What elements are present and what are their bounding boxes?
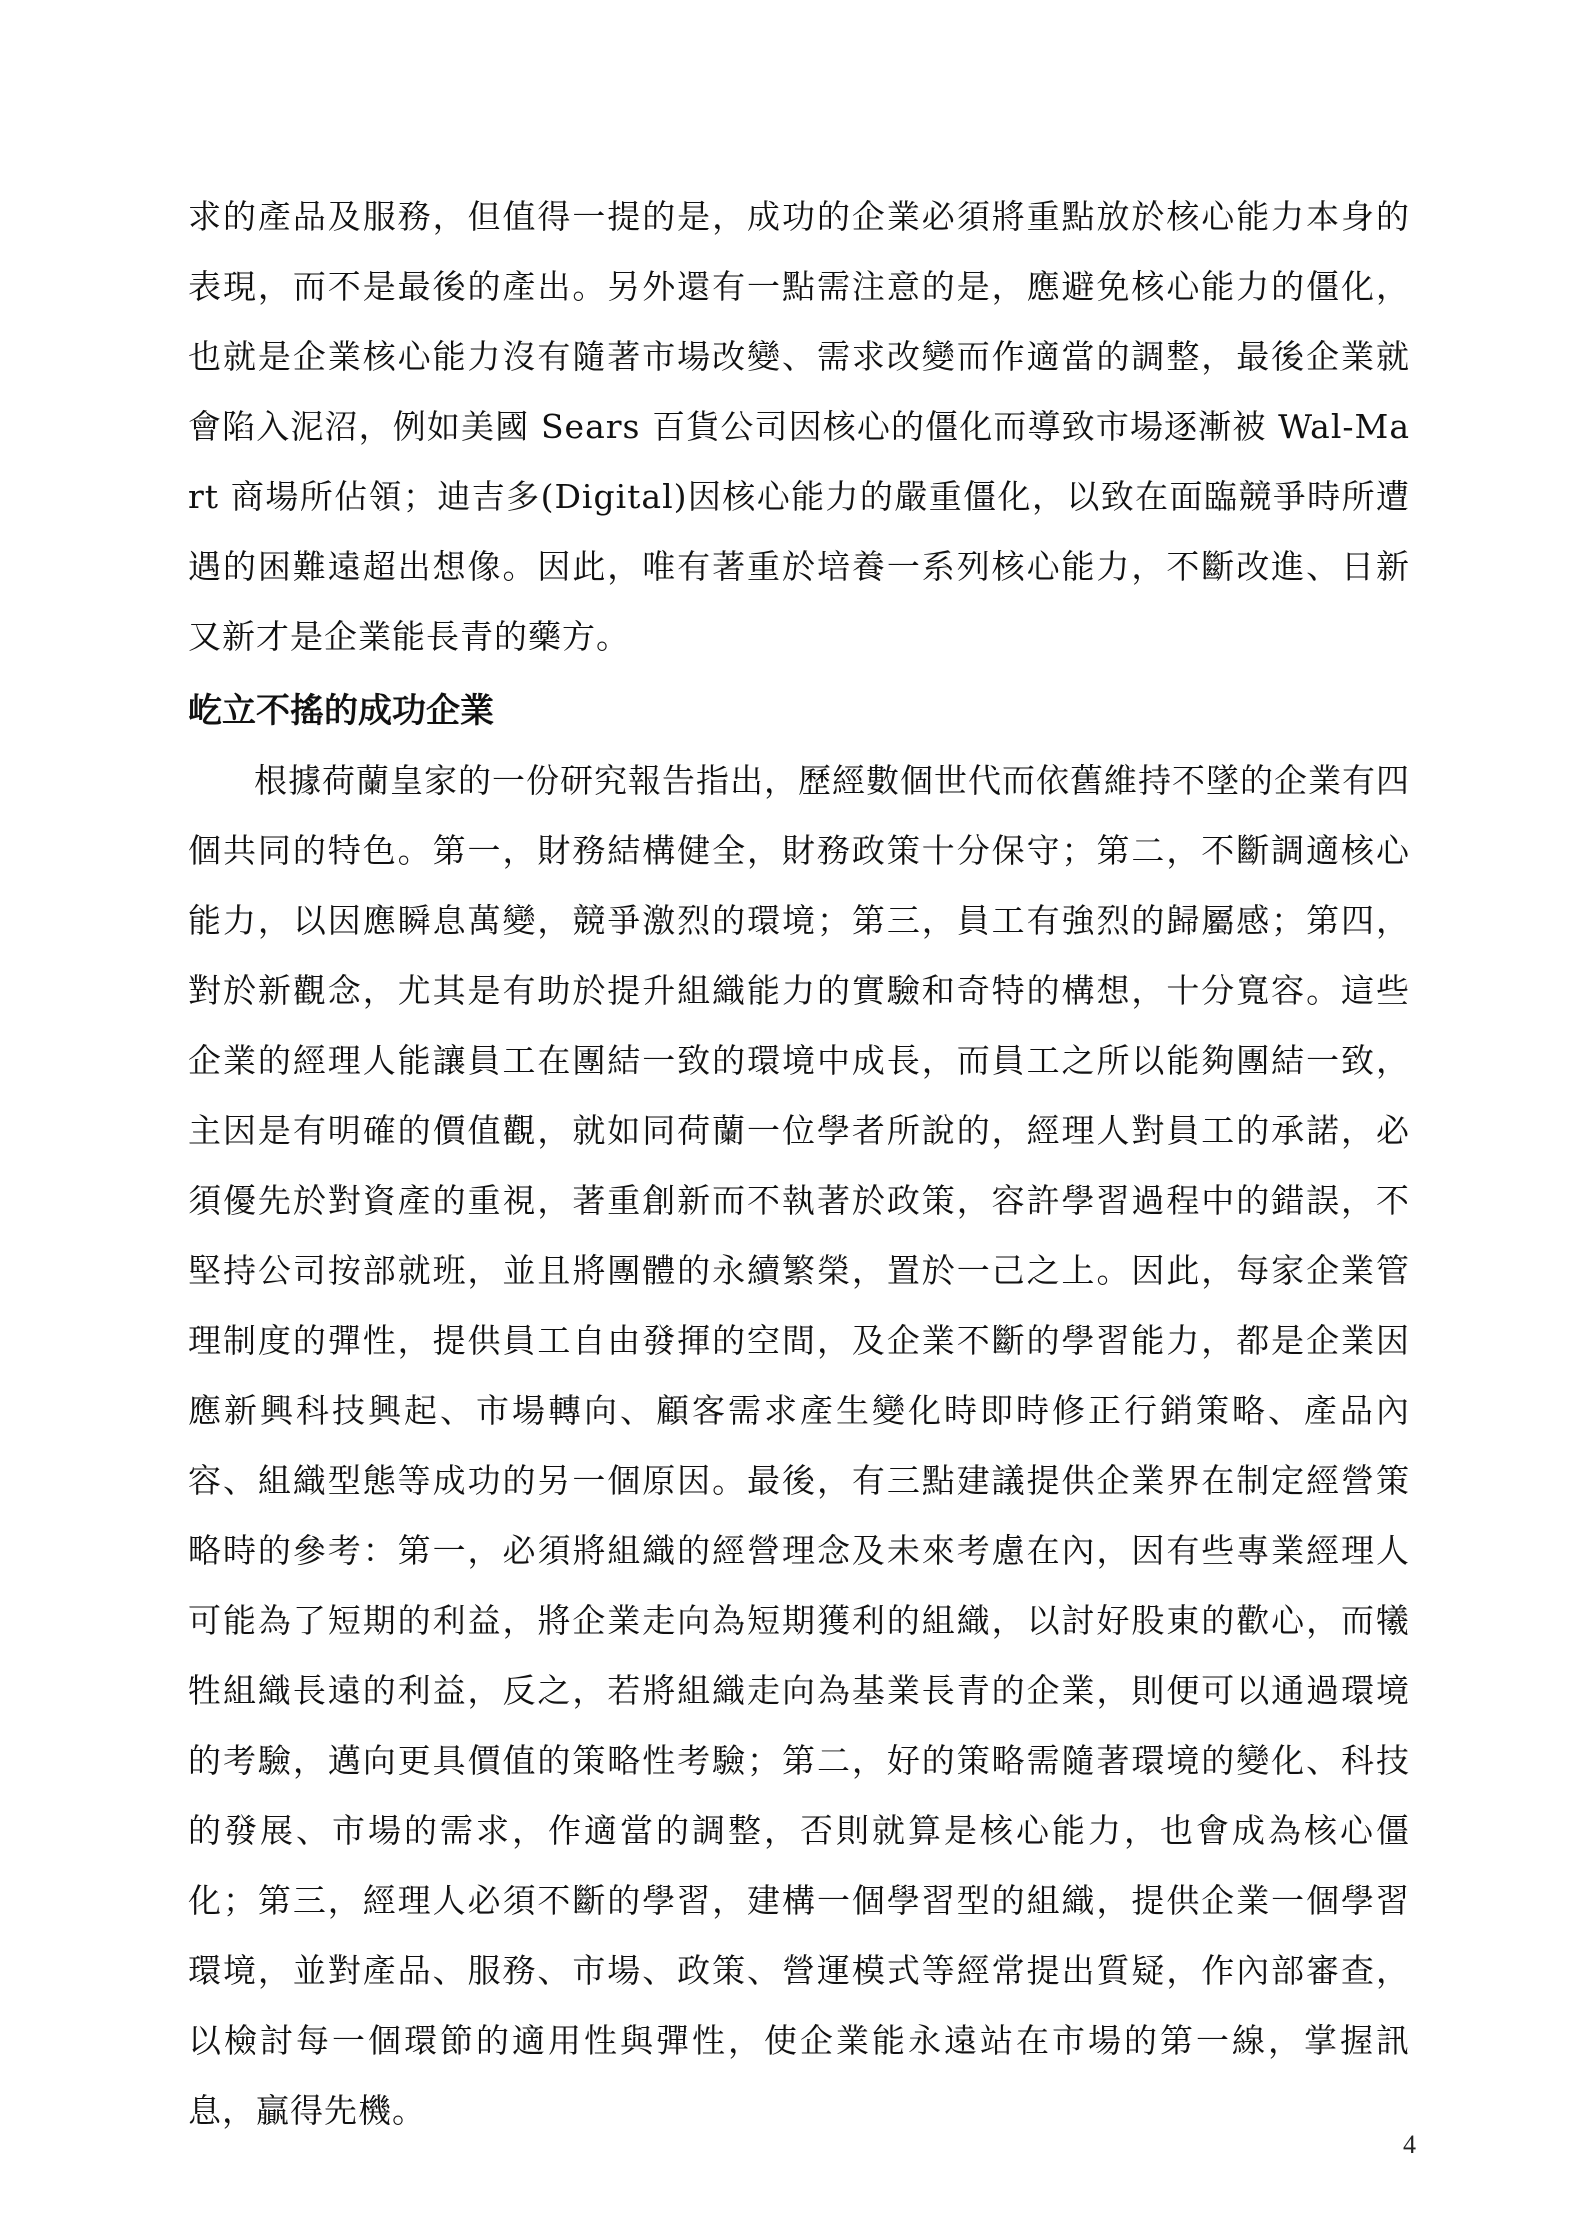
- paragraph-successful-enterprises: 根據荷蘭皇家的一份研究報告指出，歷經數個世代而依舊維持不墜的企業有四個共同的特色。第一，財務結構健全，財務政策十分保守；第二，不斷調適核心能力，以因應瞬息萬變，競爭激烈的環境；第三，員工有強烈的歸屬感；第四，對於新觀念，尤其是有助於提升組織能力的實驗和奇特的構想，十分寬容。這些企業的經理人能讓員工在團結一致的環境中成長，而員工之所以能夠團結一致，主因是有明確的價值觀，就如同荷蘭一位學者所說的，經理人對員工的承諾，必須優先於對資產的重視，著重創新而不執著於政策，容許學習過程中的錯誤，不堅持公司按部就班，並且將團體的永續繁榮，置於一己之上。因此，每家企業管理制度的彈性，提供員工自由發揮的空間，及企業不斷的學習能力，都是企業因應新興科技興起、市場轉向、顧客需求產生變化時即時修正行銷策略、產品內容、組織型態等成功的另一個原因。最後，有三點建議提供企業界在制定經營策略時的參考：第一，必須將組織的經營理念及未來考慮在內，因有些專業經理人可能為了短期的利益，將企業走向為短期獲利的組織，以討好股東的歡心，而犧牲組織長遠的利益，反之，若將組織走向為基業長青的企業，則便可以通過環境的考驗，邁向更具價值的策略性考驗；第二，好的策略需隨著環境的變化、科技的發展、市場的需求，作適當的調整，否則就算是核心能力，也會成為核心僵化；第三，經理人必須不斷的學習，建構一個學習型的組織，提供企業一個學習環境，並對產品、服務、市場、政策、營運模式等經常提出質疑，作內部審查，以檢討每一個環節的適用性與彈性，使企業能永遠站在市場的第一線，掌握訊息，贏得先機。: [188, 761, 1410, 2130]
- page-body: [188, 182, 1410, 2146]
- paragraph-core-competence: 求的產品及服務，但值得一提的是，成功的企業必須將重點放於核心能力本身的表現，而不是最後的產出。另外還有一點需注意的是，應避免核心能力的僵化，也就是企業核心能力沒有隨著市場改變、需求改變而作適當的調整，最後企業就會陷入泥沼，例如美國 Sears 百貨公司因核心的僵化而導致市場逐漸被 Wal-Mart 商場所佔領；迪吉多(Digital)因核心能力的嚴重僵化，以致在面臨競爭時所遭遇的困難遠超出想像。因此，唯有著重於培養一系列核心能力，不斷改進、日新又新才是企業能長青的藥方。: [188, 197, 1410, 656]
- section-heading: 屹立不搖的成功企業: [188, 691, 494, 731]
- page-number: 4: [1403, 2130, 1416, 2159]
